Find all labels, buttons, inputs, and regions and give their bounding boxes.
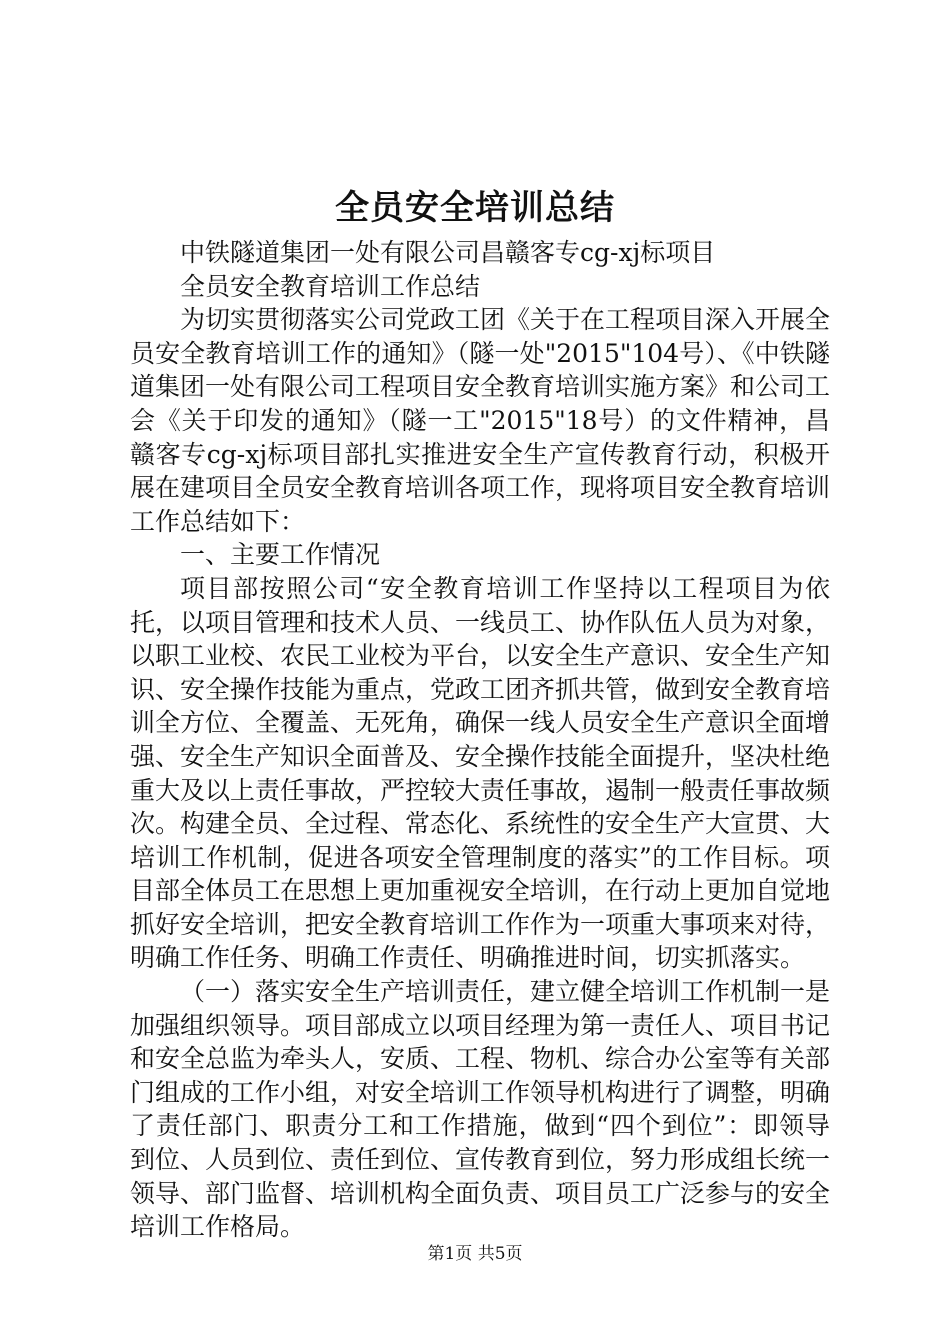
- paragraph-work-goal: 项目部按照公司“安全教育培训工作坚持以工程项目为依托，以项目管理和技术人员、一线员工、协作队伍人员为对象，以职工业校、农民工业校为平台，以安全生产意识、安全生产知识、安全操作技能为重点，党政工团齐抓共管，做到安全教育培训全方位、全覆盖、无死角，确保一线人员安全生产意识全面增强、安全生产知识全面普及、安全操作技能全面提升，坚决杜绝重大及以上责任事故，严控较大责任事故，遏制一般责任事故频次。构建全员、全过程、常态化、系统性的安全生产大宣贯、大培训工作机制，促进各项安全管理制度的落实”的工作目标。项目部全体员工在思想上更加重视安全培训，在行动上更加自觉地抓好安全培训，把安全教育培训工作作为一项重大事项来对待，明确工作任务、明确工作责任、明确推进时间，切实抓落实。: [130, 573, 831, 973]
- document-body: [130, 236, 830, 1244]
- paragraph-responsibility: （一）落实安全生产培训责任，建立健全培训工作机制一是加强组织领导。项目部成立以项目经理为第一责任人、项目书记和安全总监为牵头人，安质、工程、物机、综合办公室等有关部门组成的工作小组，对安全培训工作领导机构进行了调整，明确了责任部门、职责分工和工作措施，做到“四个到位”：即领导到位、人员到位、责任到位、宣传教育到位，努力形成组长统一领导、部门监督、培训机构全面负责、项目员工广泛参与的安全培训工作格局。: [130, 977, 831, 1242]
- paragraph-project-name: 中铁隧道集团一处有限公司昌赣客专cg-xj标项目: [180, 238, 716, 267]
- paragraph-subtitle: 全员安全教育培训工作总结: [180, 271, 481, 301]
- paragraph-intro: 为切实贯彻落实公司党政工团《关于在工程项目深入开展全员安全教育培训工作的通知》（隧一处"2015"104号）、《中铁隧道集团一处有限公司工程项目安全教育培训实施方案》和公司工会《关于印发的通知》（隧一工"2015"18号）的文件精神，昌赣客专cg-xj标项目部扎实推进安全生产宣传教育行动，积极开展在建项目全员安全教育培训各项工作，现将项目安全教育培训工作总结如下：: [130, 305, 831, 536]
- section-heading: 一、主要工作情况: [180, 540, 381, 570]
- document-title: 全员安全培训总结: [335, 188, 615, 228]
- page-total: 共5页: [477, 1244, 523, 1264]
- page-number: 第1页: [427, 1244, 473, 1264]
- page-footer: [0, 1242, 950, 1266]
